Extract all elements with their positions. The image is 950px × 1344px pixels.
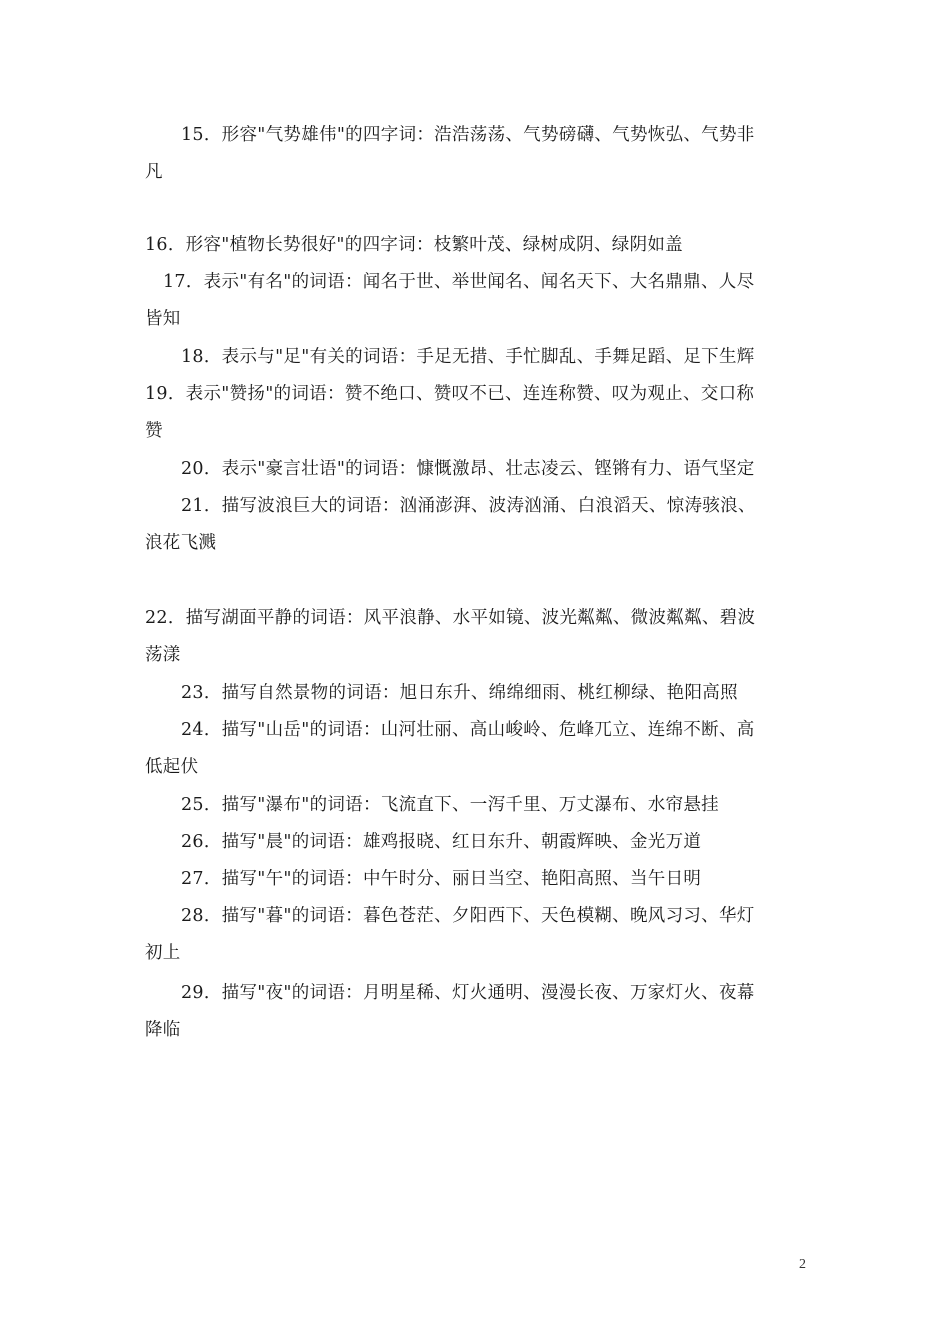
- entry-19: [145, 376, 805, 450]
- entry-15-line-1: 15．形容"气势雄伟"的四字词：浩浩荡荡、气势磅礴、气势恢弘、气势非: [181, 125, 755, 145]
- entry-29-line-2: 降临: [145, 1020, 181, 1040]
- entry-16: [145, 227, 805, 264]
- entry-21-line-2: 浪花飞溅: [145, 533, 217, 553]
- entry-26: [145, 824, 805, 861]
- entry-26-line-1: 26．描写"晨"的词语：雄鸡报晓、红日东升、朝霞辉映、金光万道: [181, 832, 702, 852]
- entry-19-line-2: 赞: [145, 421, 163, 441]
- entry-19-line-1: 19．表示"赞扬"的词语：赞不绝口、赞叹不已、连连称赞、叹为观止、交口称: [145, 384, 755, 404]
- entry-20: [145, 451, 805, 488]
- entry-22-line-1: 22．描写湖面平静的词语：风平浪静、水平如镜、波光粼粼、微波粼粼、碧波: [145, 608, 756, 628]
- entry-18: [145, 339, 805, 376]
- entry-25-line-1: 25．描写"瀑布"的词语：飞流直下、一泻千里、万丈瀑布、水帘悬挂: [181, 795, 719, 815]
- entry-24-line-2: 低起伏: [145, 757, 199, 777]
- entry-17-line-1: 17．表示"有名"的词语：闻名于世、举世闻名、闻名天下、大名鼎鼎、人尽: [163, 272, 755, 292]
- entry-21-line-1: 21．描写波浪巨大的词语：汹涌澎湃、波涛汹涌、白浪滔天、惊涛骇浪、: [181, 496, 756, 516]
- entry-16-line-1: 16．形容"植物长势很好"的四字词：枝繁叶茂、绿树成阴、绿阴如盖: [145, 235, 683, 255]
- entry-15: [145, 117, 805, 191]
- entry-28-line-2: 初上: [145, 943, 181, 963]
- entry-18-line-1: 18．表示与"足"有关的词语：手足无措、手忙脚乱、手舞足蹈、足下生辉: [181, 347, 755, 367]
- entry-24: [145, 712, 805, 786]
- page-number: 2: [799, 1257, 806, 1272]
- entry-17-line-2: 皆知: [145, 309, 181, 329]
- entry-22-line-2: 荡漾: [145, 645, 181, 665]
- entry-24-line-1: 24．描写"山岳"的词语：山河壮丽、高山峻岭、危峰兀立、连绵不断、高: [181, 720, 755, 740]
- entry-23-line-1: 23．描写自然景物的词语：旭日东升、绵绵细雨、桃红柳绿、艳阳高照: [181, 683, 738, 703]
- entry-20-line-1: 20．表示"豪言壮语"的词语：慷慨激昂、壮志凌云、铿锵有力、语气坚定: [181, 459, 755, 479]
- entry-28: [145, 898, 805, 972]
- entry-15-line-2: 凡: [145, 162, 163, 182]
- entry-25: [145, 787, 805, 824]
- entry-29: [145, 975, 805, 1049]
- entry-22: [145, 600, 805, 674]
- entry-21: [145, 488, 805, 562]
- entry-17: [145, 264, 805, 338]
- entry-28-line-1: 28．描写"暮"的词语：暮色苍茫、夕阳西下、天色模糊、晚风习习、华灯: [181, 906, 755, 926]
- entry-27: [145, 861, 805, 898]
- entry-27-line-1: 27．描写"午"的词语：中午时分、丽日当空、艳阳高照、当午日明: [181, 869, 702, 889]
- entry-23: [145, 675, 805, 712]
- entry-29-line-1: 29．描写"夜"的词语：月明星稀、灯火通明、漫漫长夜、万家灯火、夜幕: [181, 983, 755, 1003]
